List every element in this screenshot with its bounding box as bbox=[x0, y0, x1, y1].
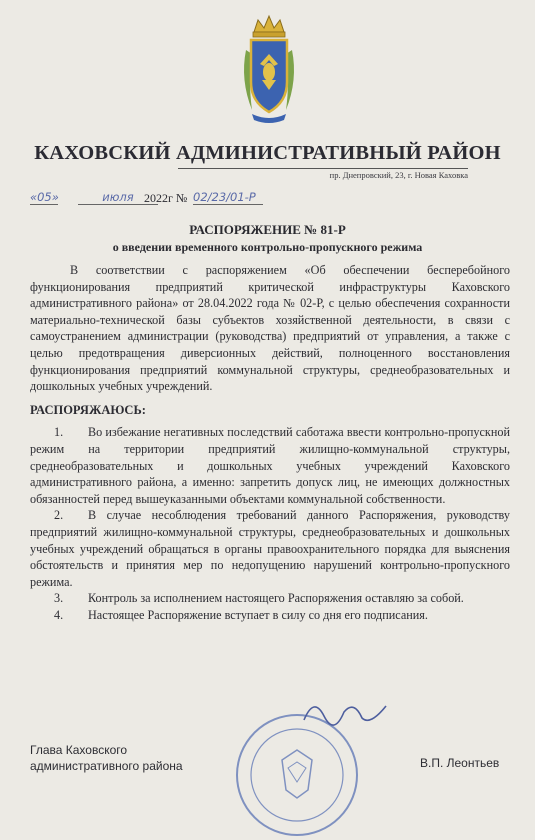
order-item bbox=[30, 424, 510, 507]
document-number: 02/23/01-Р bbox=[193, 190, 263, 205]
date-year: 2022г № bbox=[144, 191, 188, 205]
document-subtitle: о введении временного контрольно-пропускного режима bbox=[112, 240, 423, 254]
intro-paragraph: В соответствии с распоряжением «Об обеспечении бесперебойного функционирования предприятий критической инфраструктуры Каховского административного района» от 28.04.2022 года № 02-Р, с целью обеспечения сохранности материально-технической базы субъектов хозяйственной деятельности, в связи с самоустранением администрации (руководства) предприятий от управления, а также с целью предотвращения диверсионных действий, полноценного восстановления функционирования предприятий коммунальной структуры, среднеобразовательных и дошкольных учебных учреждений. bbox=[30, 263, 510, 394]
order-item-number: 3. bbox=[54, 591, 64, 606]
order-item-text: Во избежание негативных последствий саботажа ввести контрольно-пропускной режим на территории предприятий жилищно-коммунальной структуры, среднеобразовательных и дошкольных учебных учреждений Каховского административного района, а именно: запретить допуск лиц, не имеющих должностных обязанностей перед вышеуказанными объектами коммунальной собственности. bbox=[30, 425, 510, 506]
document-body bbox=[30, 262, 510, 623]
order-item-number: 1. bbox=[54, 425, 64, 440]
date-day: «05» bbox=[30, 190, 59, 204]
order-heading: РАСПОРЯЖАЮСЬ: bbox=[30, 402, 146, 417]
order-item-text: Контроль за исполнением настоящего Распоряжения оставляю за собой. bbox=[88, 591, 464, 606]
coat-of-arms-icon bbox=[238, 10, 300, 128]
document-title: РАСПОРЯЖЕНИЕ № 81-Р bbox=[189, 222, 346, 237]
order-item bbox=[30, 590, 510, 607]
signatory-name: В.П. Леонтьев bbox=[420, 756, 500, 770]
order-item-number: 2. bbox=[54, 508, 64, 523]
order-item bbox=[30, 607, 510, 624]
signatory-position bbox=[30, 742, 183, 774]
signatory-position-line2: административного района bbox=[30, 759, 183, 773]
date-month: июля bbox=[78, 190, 158, 205]
signatory-position-line1: Глава Каховского bbox=[30, 743, 128, 757]
order-item bbox=[30, 507, 510, 590]
organization-address: пр. Днепровский, 23, г. Новая Каховка bbox=[178, 168, 468, 180]
order-item-number: 4. bbox=[54, 607, 64, 622]
handwritten-signature-icon bbox=[300, 690, 390, 730]
organization-name: КАХОВСКИЙ АДМИНИСТРАТИВНЫЙ РАЙОН bbox=[34, 142, 501, 164]
order-item-text: В случае несоблюдения требований данного Распоряжения, руководству предприятий жилищно-коммунальной структуры, среднеобразовательных и дошкольных учебных учреждений обращаться в органы правоохранительного порядка для выяснения обстоятельств и принятия мер по недопущению нарушений контрольно-пропускного режима. bbox=[30, 508, 510, 589]
order-item-text: Настоящее Распоряжение вступает в силу со дня его подписания. bbox=[88, 607, 428, 622]
